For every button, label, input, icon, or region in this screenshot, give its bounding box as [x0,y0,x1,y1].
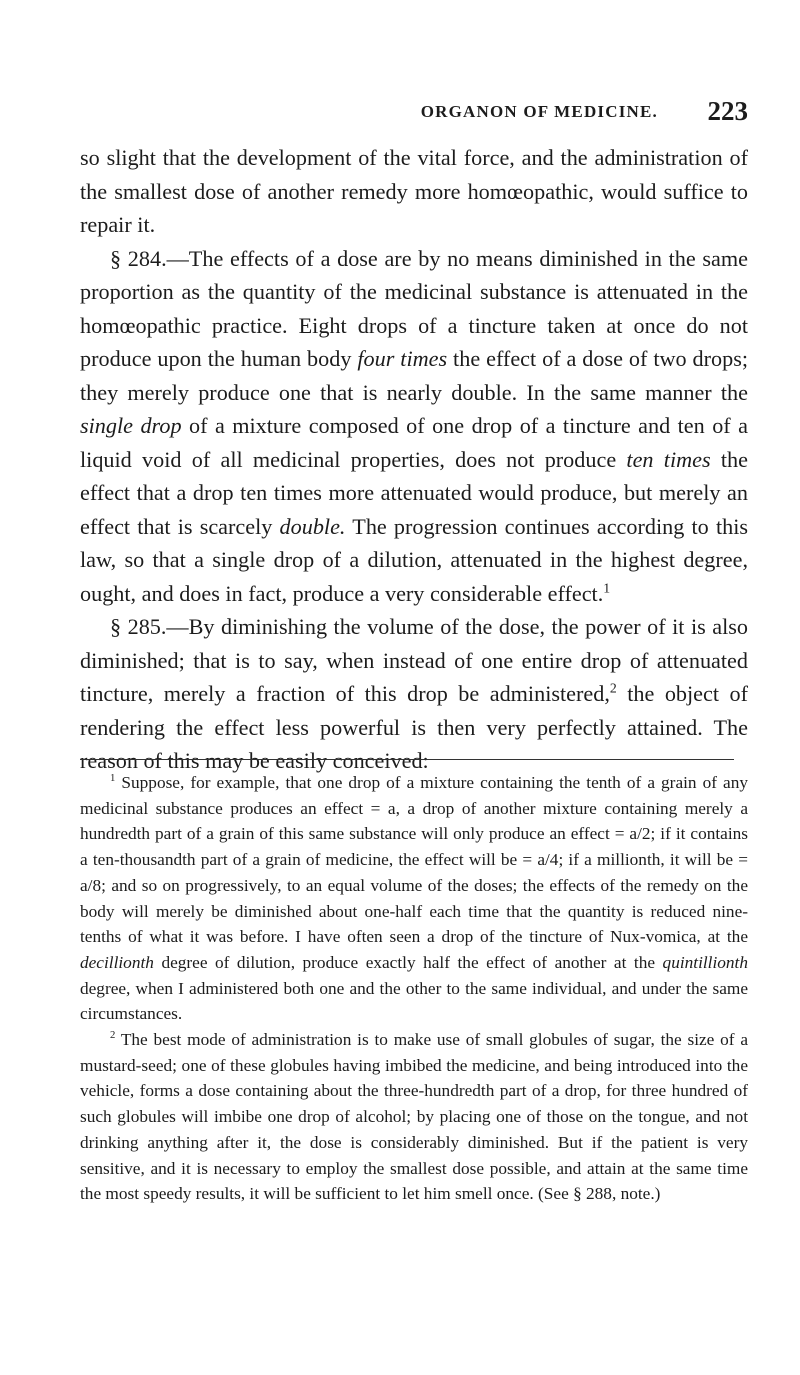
running-head: ORGANON OF MEDICINE. [420,102,658,121]
emphasis-decillionth: decillionth [80,952,154,972]
footnote-2 [80,1027,748,1207]
emphasis-ten-times: ten times [626,446,711,472]
paragraph-text: so slight that the development of the vital force, and the administration of the smallest dose of another remedy more homœopathic, would suffice to repair it. [80,145,748,237]
footnotes [80,770,748,1207]
footnote-text: The best mode of administration is to make use of small globules of sugar, the size of a mustard-seed; one of these globules having imbibed the medicine, and being introduced into the vehicle, forms a dose containing about the three-hundredth part of a drop, for three hundred of such globules will imbibe one drop of alcohol; by placing one of those on the tongue, and not drinking anything after it, the dose is considerably diminished. But if the patient is very sensitive, and it is necessary to employ the smallest dose possible, and attain at the same time the most speedy results, it will be sufficient to let him smell once. (See § 288, note.) [80,1030,748,1204]
text-run: The progression continues according to this law, so that a single drop of a dilution, attenuated in the highest degree, ought, and does in fact, produce a very considerable effect. [80,513,748,606]
footnote-mark: 1 [110,772,116,785]
footnote-mark: 2 [110,1029,116,1042]
text-run: the effect that a drop ten times more attenuated would produce, but merely an effect that is scarcely [80,446,748,539]
paragraph-section-285 [80,610,748,778]
emphasis-quintillionth: quintillionth [662,952,748,972]
paragraph-continuation [80,141,748,242]
page-number: 223 [707,96,748,126]
footnote-text: degree, when I administered both one and the other to the same individual, and under the same circumstances. [80,978,748,1024]
footnote-divider [80,759,734,760]
footnote-ref-2: 2 [609,680,617,696]
footnote-text: degree of dilution, produce exactly half the effect of another at the [153,952,663,972]
text-run: of a mixture composed of one drop of a tincture and ten of a liquid void of all medicinal properties, does not produce [80,413,748,472]
emphasis-double: double. [279,513,346,539]
page-header [80,96,748,130]
main-text [80,141,748,778]
emphasis-single-drop: single drop [80,413,182,438]
footnote-1 [80,770,748,1027]
paragraph-section-284 [80,242,748,611]
text-run: the object of rendering the effect less powerful is then very perfectly attained. The reason of this may be easily conceived: [80,681,749,773]
text-run: § 284.—The effects of a dose are by no means diminished in the same proportion as the quantity of the medicinal substance is attenuated in the homœopathic practice. Eight drops of a tincture taken at once do not produce upon the human body [80,245,748,371]
text-run: § 285.—By diminishing the volume of the dose, the power of it is also diminished; that is to say, when instead of one entire drop of attenuated tincture, merely a fraction of this drop be administered, [80,614,748,706]
emphasis-four-times: four times [357,346,448,371]
footnote-text: Suppose, for example, that one drop of a mixture containing the tenth of a grain of any medicinal substance produces an effect = a, a drop of another mixture containing merely a hundredth part of a grain of this same substance will only produce an effect = a/2; if it contains a ten-thousandth part of a grain of medicine, the effect will be = a/4; if a millionth, it will be = a/8; and so on progressively, to an equal volume of the doses; the effects of the remedy on the body will merely be diminished about one-half each time that the quantity is reduced nine-tenths of what it was before. I have often seen a drop of the tincture of Nux-vomica, at the [80,773,748,947]
text-run: the effect of a dose of two drops; they merely produce one that is nearly double. In the same manner the [80,346,748,405]
footnote-ref-1: 1 [603,580,611,596]
